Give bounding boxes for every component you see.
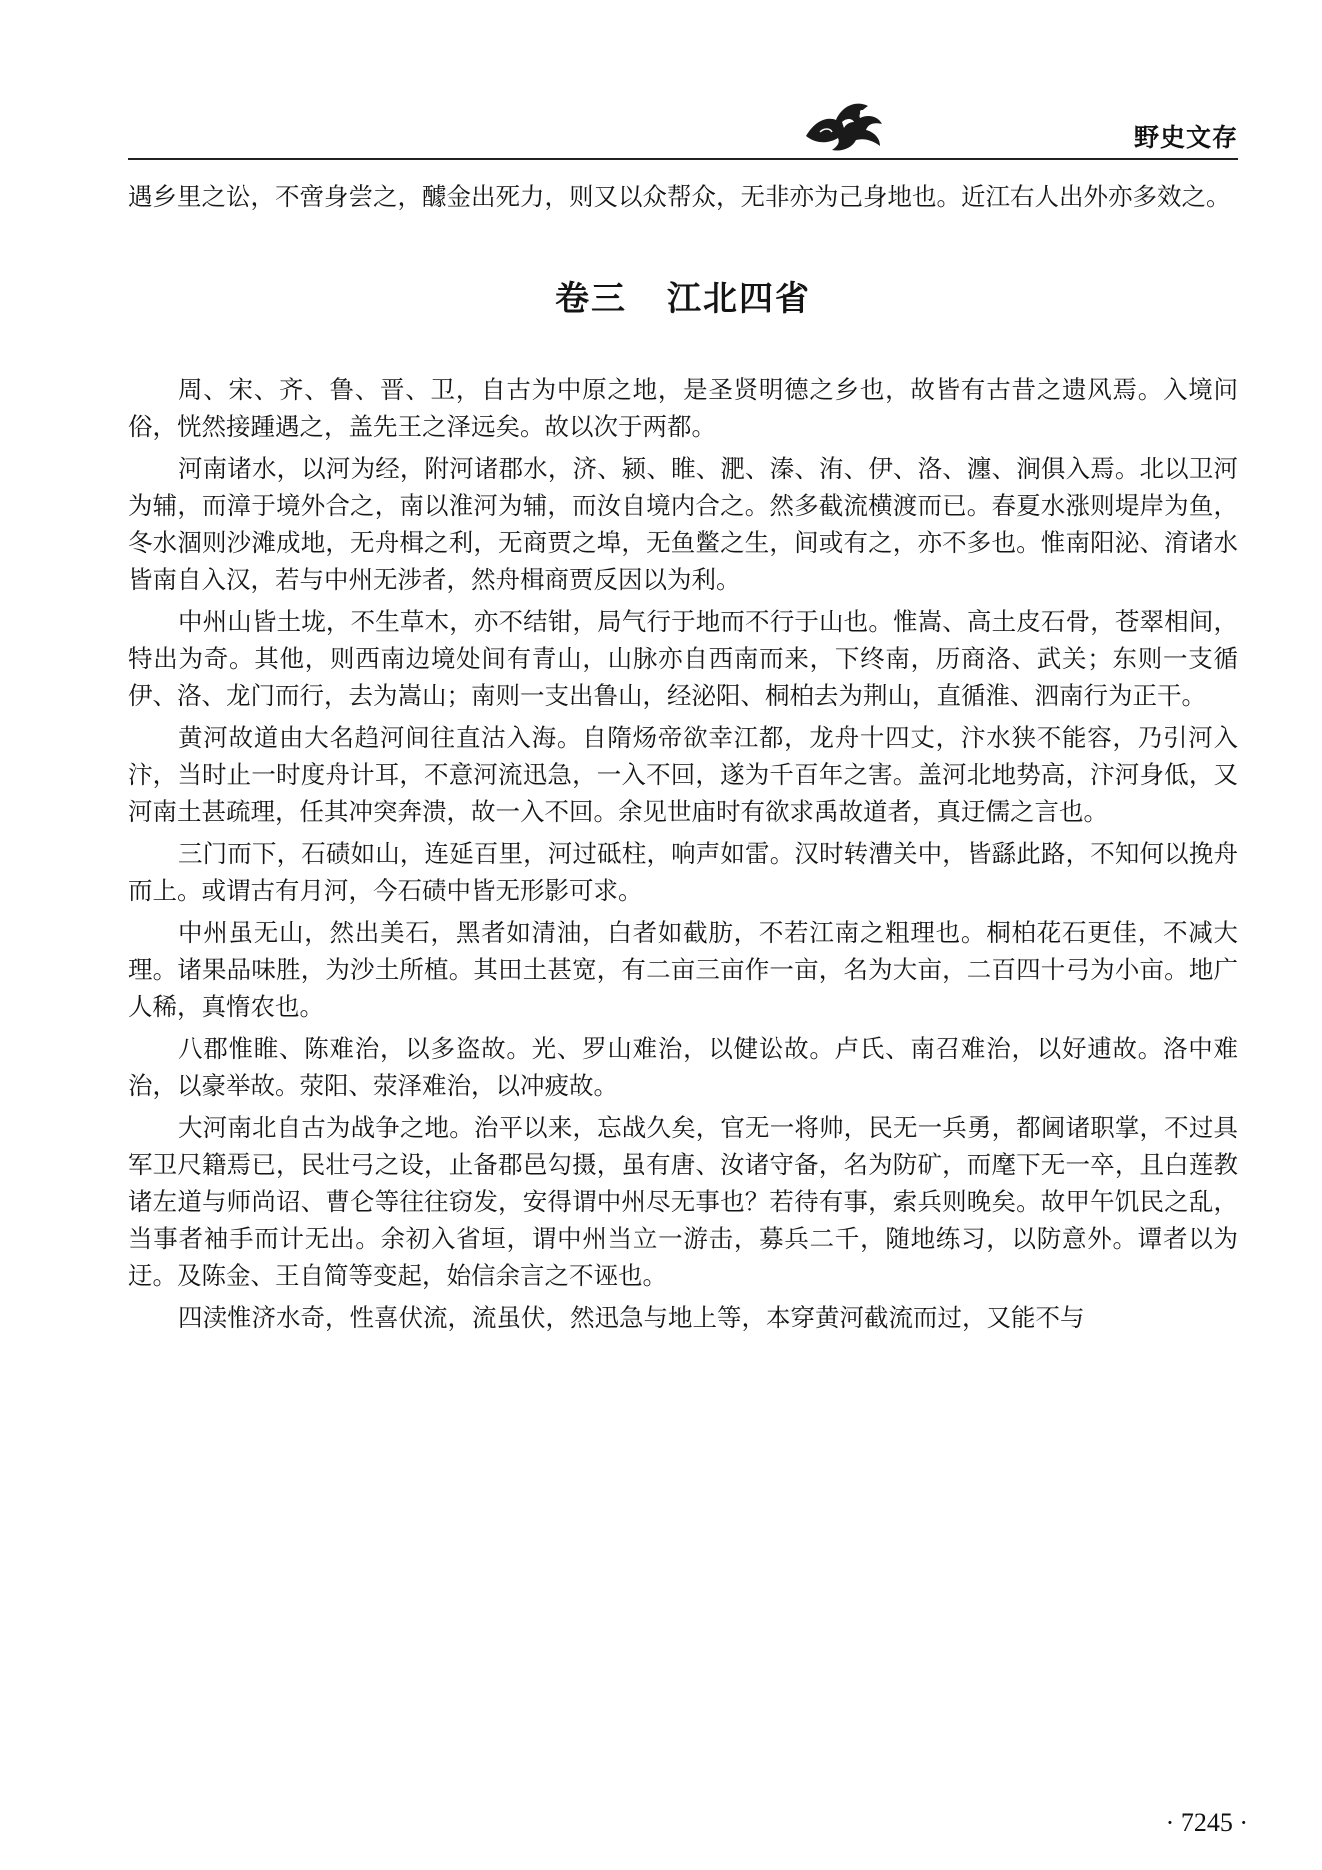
paragraph: 周、宋、齐、鲁、晋、卫，自古为中原之地，是圣贤明德之乡也，故皆有古昔之遗风焉。入境问俗，恍然接踵遇之，盖先王之泽远矣。故以次于两都。	[128, 375, 1238, 441]
header-rule	[128, 158, 1238, 160]
paragraph: 八郡惟睢、陈难治，以多盗故。光、罗山难治，以健讼故。卢氏、南召难治，以好逋故。洛中难治，以豪举故。荥阳、荥泽难治，以冲疲故。	[128, 1034, 1238, 1100]
paragraph: 中州山皆土垅，不生草木，亦不结钳，局气行于地而不行于山也。惟嵩、高土皮石骨，苍翠相间，特出为奇。其他，则西南边境处间有青山，山脉亦自西南而来，下终南，历商洛、武关；东则一支循伊、洛、龙门而行，去为嵩山；南则一支出鲁山，经泌阳、桐柏去为荆山，直循淮、泗南行为正干。	[128, 607, 1238, 710]
page-body	[128, 178, 1238, 1341]
paragraph: 四渎惟济水奇，性喜伏流，流虽伏，然迅急与地上等，本穿黄河截流而过，又能不与	[178, 1303, 1085, 1332]
continuation-paragraph: 遇乡里之讼，不啻身尝之，醵金出死力，则又以众帮众，无非亦为己身地也。近江右人出外亦多效之。	[128, 182, 1231, 211]
dragon-logo-icon	[796, 92, 892, 156]
page-header	[128, 92, 1238, 162]
page-number: · 7245 ·	[1165, 1808, 1248, 1837]
paragraph: 河南诸水，以河为经，附河诸郡水，济、颍、睢、淝、溱、洧、伊、洛、瀍、涧俱入焉。北以卫河为辅，而漳于境外合之，南以淮河为辅，而汝自境内合之。然多截流横渡而已。春夏水涨则堤岸为鱼，冬水涸则沙滩成地，无舟楫之利，无商贾之埠，无鱼鳖之生，间或有之，亦不多也。惟南阳泌、淯诸水皆南自入汉，若与中州无涉者，然舟楫商贾反因以为利。	[128, 454, 1238, 594]
paragraph: 三门而下，石碛如山，连延百里，河过砥柱，响声如雷。汉时转漕关中，皆繇此路，不知何以挽舟而上。或谓古有月河，今石碛中皆无形影可求。	[128, 839, 1238, 905]
chapter-number: 卷三	[555, 279, 627, 319]
paragraph: 大河南北自古为战争之地。治平以来，忘战久矣，官无一将帅，民无一兵勇，都阃诸职掌，不过具军卫尺籍焉已，民壮弓之设，止备郡邑勾摄，虽有唐、汝诸守备，名为防矿，而麾下无一卒，且白莲教诸左道与师尚诏、曹仑等往往窃发，安得谓中州尽无事也？若待有事，索兵则晚矣。故甲午饥民之乱，当事者袖手而计无出。余初入省垣，谓中州当立一游击，募兵二千，随地练习，以防意外。谭者以为迂。及陈金、王自简等变起，始信余言之不诬也。	[128, 1113, 1238, 1290]
paragraph: 黄河故道由大名趋河间往直沽入海。自隋炀帝欲幸江都，龙舟十四丈，汴水狭不能容，乃引河入汴，当时止一时度舟计耳，不意河流迅急，一入不回，遂为千百年之害。盖河北地势高，汴河身低，又河南土甚疏理，任其冲突奔溃，故一入不回。余见世庙时有欲求禹故道者，真迂儒之言也。	[128, 723, 1238, 826]
chapter-title: 江北四省	[667, 279, 811, 319]
chapter-heading	[128, 279, 1238, 319]
series-title: 野史文存	[1133, 123, 1238, 152]
paragraph: 中州虽无山，然出美石，黑者如清油，白者如截肪，不若江南之粗理也。桐柏花石更佳，不减大理。诸果品味胜，为沙土所植。其田土甚宽，有二亩三亩作一亩，名为大亩，二百四十弓为小亩。地广人稀，真惰农也。	[128, 918, 1238, 1021]
